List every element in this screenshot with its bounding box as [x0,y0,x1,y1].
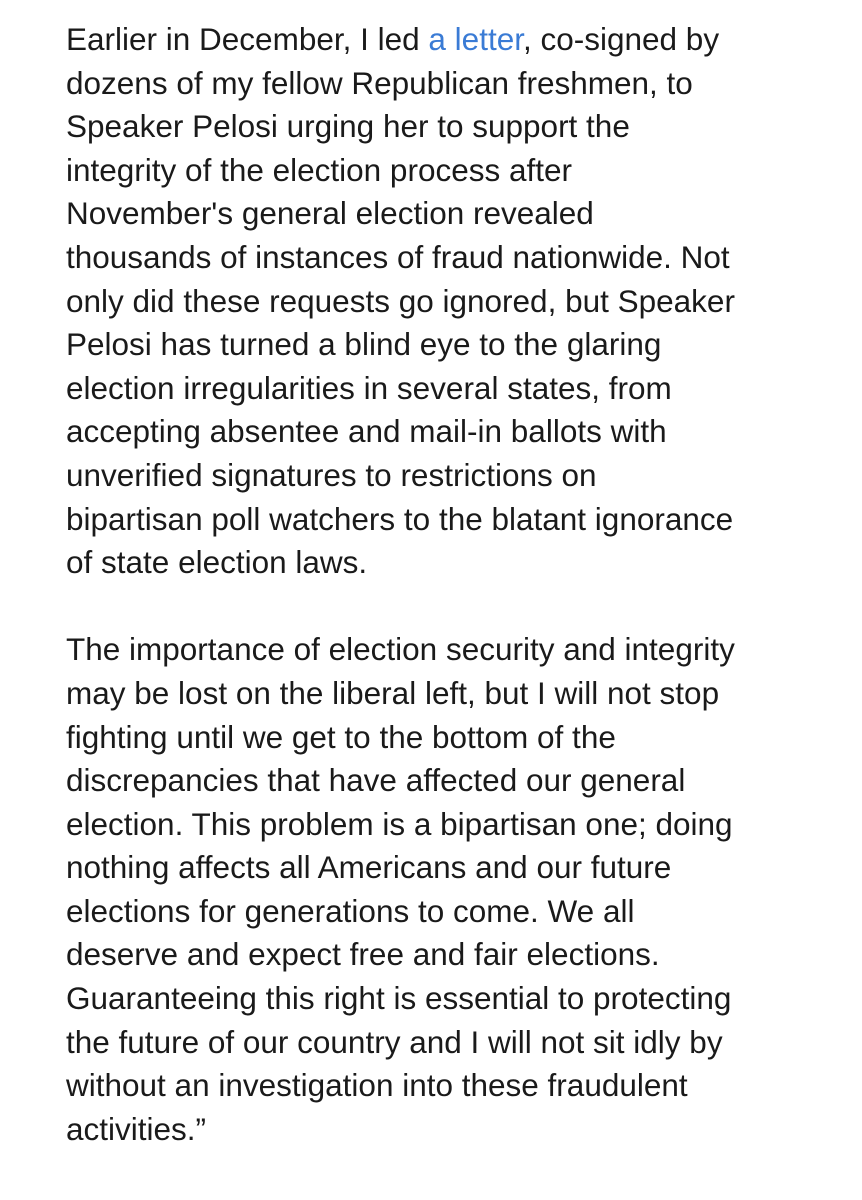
line-text-before-link: Earlier in December, I led [66,21,429,57]
paragraph-letter [66,18,846,585]
text-line: election irregularities in several states, from [66,369,672,406]
text-line: bipartisan poll watchers to the blatant ignorance [66,500,734,537]
text-line: integrity of the election process after [66,151,573,188]
text-line: accepting absentee and mail-in ballots with [66,413,667,450]
text-line: deserve and expect free and fair elections. [66,936,660,973]
paragraph-election-security [66,628,846,1151]
text-line: fighting until we get to the bottom of the [66,718,616,755]
letter-link[interactable]: a letter [428,21,523,57]
text-line: may be lost on the liberal left, but I will not stop [66,674,720,711]
text-line [66,18,846,62]
text-line: of state election laws. [66,544,368,581]
article-body [66,18,846,1151]
text-line: only did these requests go ignored, but Speaker [66,282,735,319]
text-line: thousands of instances of fraud nationwide. Not [66,238,730,275]
text-line: discrepancies that have affected our general [66,762,686,799]
text-line: Guaranteeing this right is essential to protecting [66,980,732,1017]
text-line: election. This problem is a bipartisan one; doing [66,805,733,842]
text-line: November's general election revealed [66,195,594,232]
text-line: without an investigation into these fraudulent [66,1067,688,1104]
text-line: nothing affects all Americans and our future [66,849,672,886]
text-line: the future of our country and I will not sit idly by [66,1023,723,1060]
line-text-after-link: , co-signed by [522,21,720,57]
text-line: unverified signatures to restrictions on [66,456,597,493]
text-line: Speaker Pelosi urging her to support the [66,108,630,145]
text-line: elections for generations to come. We all [66,892,635,929]
text-line: dozens of my fellow Republican freshmen, to [66,64,693,101]
text-line: Pelosi has turned a blind eye to the glaring [66,326,662,363]
text-line: The importance of election security and integrity [66,631,735,668]
text-line: activities.” [66,1110,207,1147]
